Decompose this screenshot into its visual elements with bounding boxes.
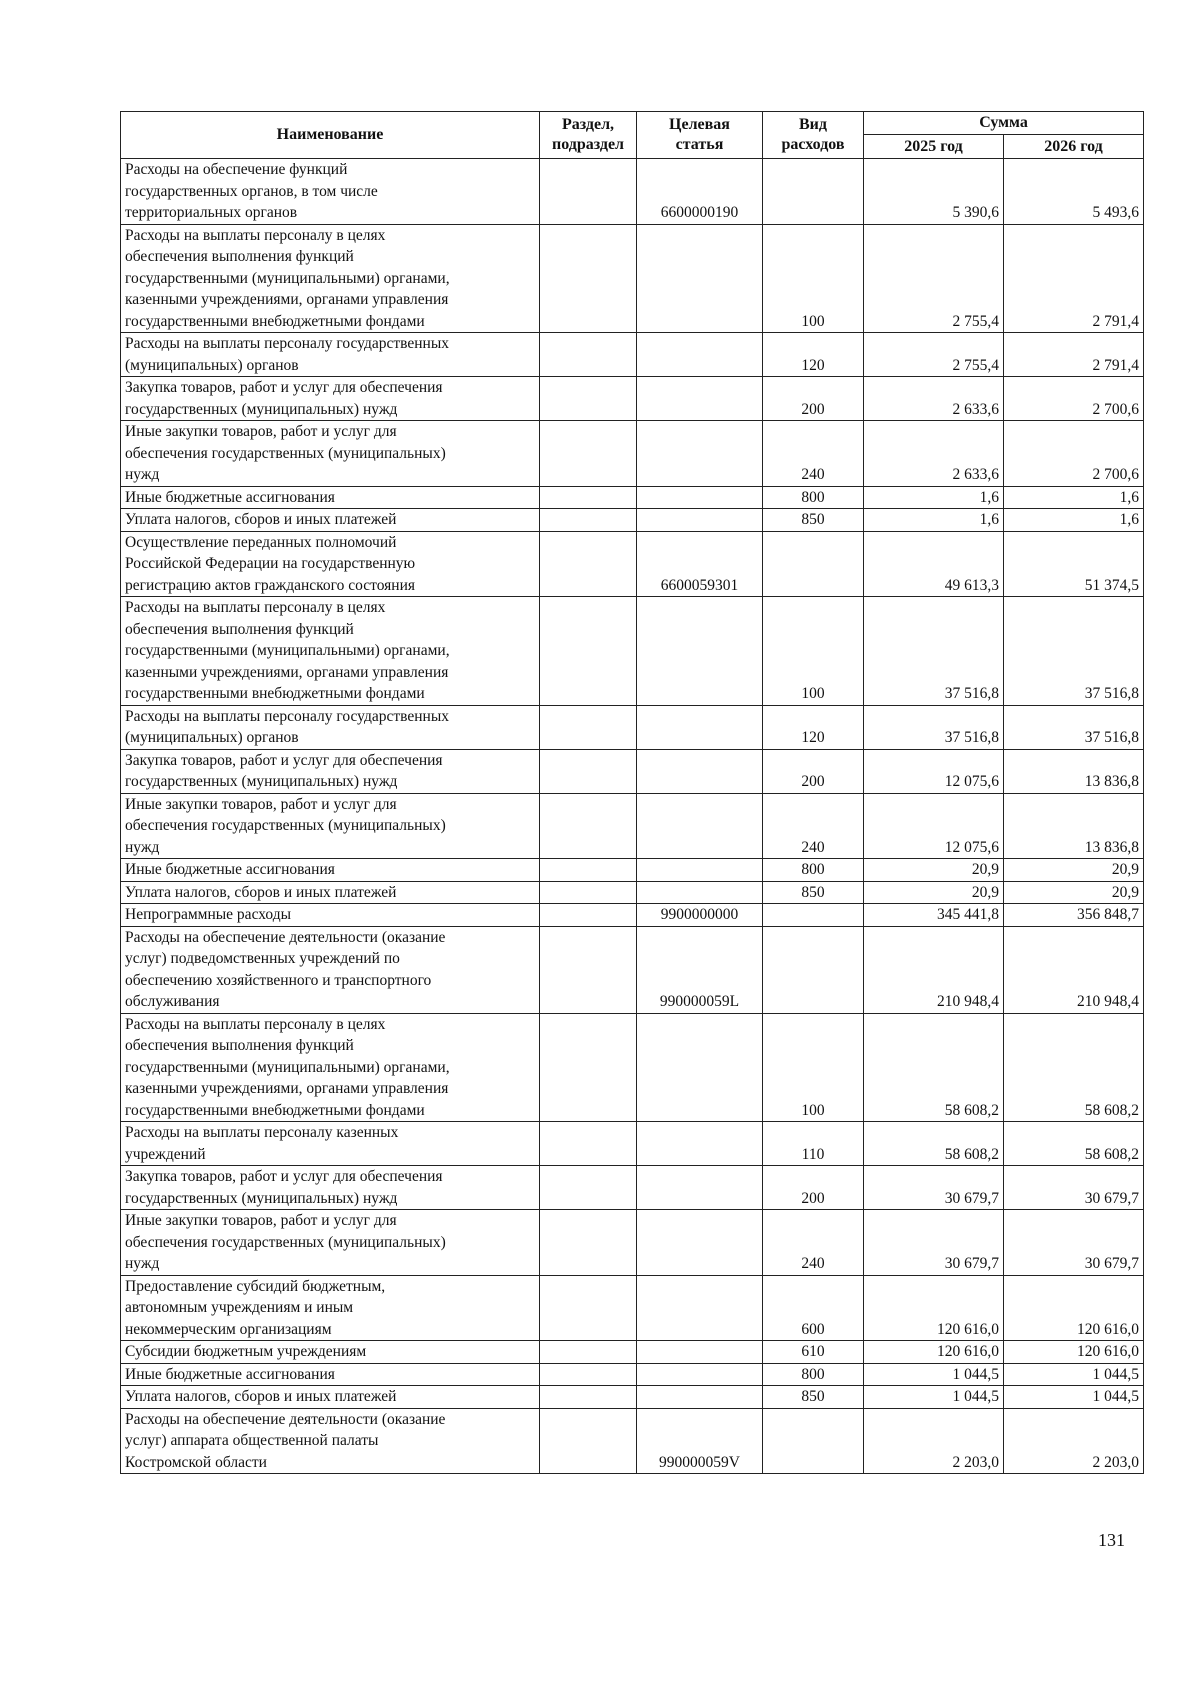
row-amount-2025: 2 755,4 <box>864 333 1004 377</box>
row-name-line: Расходы на выплаты персоналу государственных <box>125 335 449 352</box>
row-kind: 120 <box>763 333 864 377</box>
header-section-line: Раздел, <box>561 116 615 133</box>
row-target <box>637 705 763 749</box>
row-amount-2026: 20,9 <box>1004 859 1144 882</box>
row-name-line: государственными (муниципальными) органами, <box>125 269 450 287</box>
row-name-line: Иные закупки товаров, работ и услуг для <box>125 423 397 440</box>
row-amount-2026: 5 493,6 <box>1004 159 1144 225</box>
row-amount-2026: 1 044,5 <box>1004 1363 1144 1386</box>
row-amount-2026: 2 791,4 <box>1004 333 1144 377</box>
header-year-2025: 2025 год <box>864 135 1004 159</box>
table-row <box>121 1122 1144 1166</box>
row-amount-2025: 30 679,7 <box>864 1166 1004 1210</box>
row-name <box>121 1275 540 1341</box>
row-name-line: государственных органов, в том числе <box>125 182 378 200</box>
header-kind-line: расходов <box>781 136 845 153</box>
table-row <box>121 1013 1144 1122</box>
header-target <box>637 112 763 159</box>
row-name <box>121 377 540 421</box>
row-name <box>121 881 540 904</box>
row-name <box>121 705 540 749</box>
row-name-line: казенными учреждениями, органами управления <box>125 1080 449 1097</box>
row-name-line: Расходы на обеспечение деятельности (оказание <box>125 928 446 946</box>
row-target <box>637 597 763 706</box>
row-amount-2026: 1,6 <box>1004 509 1144 532</box>
row-name <box>121 1166 540 1210</box>
row-kind: 100 <box>763 1013 864 1122</box>
table-row <box>121 509 1144 532</box>
row-name-line: Российской Федерации на государственную <box>125 555 416 572</box>
row-name-line: обеспечению хозяйственного и транспортного <box>125 971 432 989</box>
row-section <box>540 1363 637 1386</box>
row-name-line: Предоставление субсидий бюджетным, <box>125 1277 386 1295</box>
row-target <box>637 1386 763 1409</box>
row-amount-2025: 12 075,6 <box>864 793 1004 859</box>
row-amount-2025: 12 075,6 <box>864 749 1004 793</box>
table-row <box>121 904 1144 927</box>
row-kind: 100 <box>763 597 864 706</box>
row-name-line: учреждений <box>125 1145 206 1163</box>
row-name-line: обеспечения выполнения функций <box>125 248 354 265</box>
row-name-line: Уплата налогов, сборов и иных платежей <box>125 1388 397 1405</box>
row-amount-2026: 2 700,6 <box>1004 377 1144 421</box>
row-amount-2026: 120 616,0 <box>1004 1341 1144 1364</box>
row-name-line: обслуживания <box>125 993 220 1010</box>
table-row <box>121 859 1144 882</box>
row-name-line: услуг) подведомственных учреждений по <box>125 950 400 967</box>
row-name-line: Закупка товаров, работ и услуг для обеспечения <box>125 751 443 769</box>
row-name-line: регистрацию актов гражданского состояния <box>125 576 416 594</box>
header-target-line: статья <box>675 136 724 153</box>
row-target <box>637 377 763 421</box>
row-target <box>637 333 763 377</box>
table-row <box>121 333 1144 377</box>
row-name <box>121 159 540 225</box>
row-kind: 120 <box>763 705 864 749</box>
row-section <box>540 749 637 793</box>
row-name-line: Закупка товаров, работ и услуг для обеспечения <box>125 379 443 396</box>
row-name-line: автономным учреждениям и иным <box>125 1299 354 1316</box>
table-row <box>121 1341 1144 1364</box>
row-kind: 800 <box>763 486 864 509</box>
row-name-line: обеспечения государственных (муниципальных) <box>125 444 446 462</box>
row-name-line: государственных (муниципальных) нужд <box>125 1189 398 1207</box>
row-section <box>540 1013 637 1122</box>
row-kind <box>763 904 864 927</box>
row-section <box>540 859 637 882</box>
row-target <box>637 1210 763 1276</box>
row-name <box>121 333 540 377</box>
header-year-2026: 2026 год <box>1004 135 1144 159</box>
row-amount-2026: 30 679,7 <box>1004 1166 1144 1210</box>
row-amount-2025: 1,6 <box>864 486 1004 509</box>
row-name-line: Осуществление переданных полномочий <box>125 533 397 551</box>
row-kind: 850 <box>763 509 864 532</box>
row-amount-2025: 2 203,0 <box>864 1408 1004 1474</box>
row-name-line: государственными внебюджетными фондами <box>125 1101 425 1119</box>
row-amount-2025: 58 608,2 <box>864 1013 1004 1122</box>
row-target <box>637 486 763 509</box>
row-amount-2026: 13 836,8 <box>1004 793 1144 859</box>
row-section <box>540 1275 637 1341</box>
row-kind <box>763 1408 864 1474</box>
row-target: 9900000000 <box>637 904 763 927</box>
header-kind-line: Вид <box>799 116 827 133</box>
row-name-line: Расходы на обеспечение функций <box>125 161 348 178</box>
row-kind: 240 <box>763 421 864 487</box>
row-target: 990000059V <box>637 1408 763 1474</box>
row-kind: 800 <box>763 1363 864 1386</box>
row-amount-2025: 210 948,4 <box>864 926 1004 1013</box>
row-amount-2025: 345 441,8 <box>864 904 1004 927</box>
row-name <box>121 859 540 882</box>
row-kind: 850 <box>763 1386 864 1409</box>
row-name-line: государственных (муниципальных) нужд <box>125 773 398 790</box>
row-name <box>121 926 540 1013</box>
table-row <box>121 597 1144 706</box>
row-name-line: Иные бюджетные ассигнования <box>125 1365 335 1383</box>
row-name-line: Субсидии бюджетным учреждениям <box>125 1343 367 1360</box>
row-kind: 240 <box>763 1210 864 1276</box>
row-kind <box>763 159 864 225</box>
row-amount-2026: 13 836,8 <box>1004 749 1144 793</box>
row-name-line: казенными учреждениями, органами управления <box>125 291 449 308</box>
table-row <box>121 421 1144 487</box>
row-name-line: Иные бюджетные ассигнования <box>125 861 335 878</box>
table-row <box>121 749 1144 793</box>
row-kind: 200 <box>763 377 864 421</box>
row-section <box>540 1408 637 1474</box>
row-section <box>540 904 637 927</box>
header-section-line: подраздел <box>551 136 625 153</box>
row-target <box>637 1122 763 1166</box>
row-name-line: обеспечения государственных (муниципальных) <box>125 817 446 834</box>
row-kind: 110 <box>763 1122 864 1166</box>
row-name-line: Иные бюджетные ассигнования <box>125 488 335 506</box>
row-name-line: государственными внебюджетными фондами <box>125 312 425 330</box>
row-name-line: Расходы на обеспечение деятельности (оказание <box>125 1410 446 1428</box>
row-name-line: Костромской области <box>125 1453 267 1471</box>
row-name-line: территориальных органов <box>125 204 298 221</box>
row-kind <box>763 926 864 1013</box>
row-section <box>540 793 637 859</box>
row-amount-2025: 20,9 <box>864 859 1004 882</box>
row-name <box>121 597 540 706</box>
table-row <box>121 1408 1144 1474</box>
row-amount-2025: 58 608,2 <box>864 1122 1004 1166</box>
row-kind: 610 <box>763 1341 864 1364</box>
row-name <box>121 224 540 333</box>
row-amount-2026: 2 791,4 <box>1004 224 1144 333</box>
table-row <box>121 1210 1144 1276</box>
row-amount-2025: 120 616,0 <box>864 1341 1004 1364</box>
row-name <box>121 793 540 859</box>
table-row <box>121 1363 1144 1386</box>
row-target <box>637 1275 763 1341</box>
row-name <box>121 486 540 509</box>
row-amount-2025: 30 679,7 <box>864 1210 1004 1276</box>
row-amount-2026: 37 516,8 <box>1004 705 1144 749</box>
row-name <box>121 749 540 793</box>
table-row <box>121 881 1144 904</box>
row-amount-2026: 1 044,5 <box>1004 1386 1144 1409</box>
row-name <box>121 1210 540 1276</box>
row-name-line: Иные закупки товаров, работ и услуг для <box>125 795 397 813</box>
row-amount-2025: 2 633,6 <box>864 421 1004 487</box>
row-amount-2026: 58 608,2 <box>1004 1122 1144 1166</box>
row-section <box>540 421 637 487</box>
table-row <box>121 705 1144 749</box>
row-section <box>540 333 637 377</box>
row-amount-2026: 210 948,4 <box>1004 926 1144 1013</box>
table-row <box>121 377 1144 421</box>
row-amount-2026: 20,9 <box>1004 881 1144 904</box>
row-name-line: обеспечения выполнения функций <box>125 620 354 638</box>
table-row <box>121 793 1144 859</box>
row-name <box>121 1341 540 1364</box>
row-kind: 600 <box>763 1275 864 1341</box>
row-name-line: нужд <box>125 1255 160 1272</box>
row-name-line: Уплата налогов, сборов и иных платежей <box>125 511 397 528</box>
row-name-line: Расходы на выплаты персоналу государственных <box>125 707 449 725</box>
row-kind: 100 <box>763 224 864 333</box>
row-name <box>121 1363 540 1386</box>
row-amount-2026: 37 516,8 <box>1004 597 1144 706</box>
row-target <box>637 1363 763 1386</box>
row-section <box>540 881 637 904</box>
table-row <box>121 224 1144 333</box>
table-row <box>121 1275 1144 1341</box>
row-section <box>540 377 637 421</box>
row-target <box>637 224 763 333</box>
row-name-line: нужд <box>125 838 160 856</box>
row-amount-2025: 1 044,5 <box>864 1363 1004 1386</box>
row-name <box>121 1386 540 1409</box>
row-section <box>540 224 637 333</box>
row-kind: 240 <box>763 793 864 859</box>
row-amount-2026: 1,6 <box>1004 486 1144 509</box>
row-name <box>121 904 540 927</box>
row-section <box>540 531 637 597</box>
row-name-line: услуг) аппарата общественной палаты <box>125 1432 379 1449</box>
row-target <box>637 421 763 487</box>
row-amount-2026: 58 608,2 <box>1004 1013 1144 1122</box>
row-amount-2025: 37 516,8 <box>864 597 1004 706</box>
row-target <box>637 749 763 793</box>
header-kind <box>763 112 864 159</box>
row-amount-2025: 2 755,4 <box>864 224 1004 333</box>
row-target: 990000059L <box>637 926 763 1013</box>
row-kind: 200 <box>763 749 864 793</box>
row-amount-2025: 1,6 <box>864 509 1004 532</box>
header-name: Наименование <box>121 112 540 159</box>
row-section <box>540 159 637 225</box>
row-amount-2026: 120 616,0 <box>1004 1275 1144 1341</box>
row-name-line: Непрограммные расходы <box>125 906 292 923</box>
table-header <box>121 112 1144 159</box>
row-kind <box>763 531 864 597</box>
row-kind: 850 <box>763 881 864 904</box>
row-name-line: государственными (муниципальными) органами, <box>125 642 450 659</box>
row-amount-2026: 30 679,7 <box>1004 1210 1144 1276</box>
row-name-line: Расходы на выплаты персоналу в целях <box>125 599 386 616</box>
row-target <box>637 509 763 532</box>
row-name-line: обеспечения выполнения функций <box>125 1037 354 1054</box>
row-section <box>540 1166 637 1210</box>
budget-table <box>120 111 1144 1474</box>
row-name-line: казенными учреждениями, органами управления <box>125 663 449 681</box>
row-amount-2026: 2 700,6 <box>1004 421 1144 487</box>
table-row <box>121 1166 1144 1210</box>
row-target: 6600059301 <box>637 531 763 597</box>
table-row <box>121 1386 1144 1409</box>
row-section <box>540 597 637 706</box>
row-name-line: Расходы на выплаты персоналу казенных <box>125 1124 399 1141</box>
row-name-line: государственными (муниципальными) органами, <box>125 1058 450 1076</box>
row-name-line: государственными внебюджетными фондами <box>125 685 425 702</box>
row-kind: 200 <box>763 1166 864 1210</box>
table-row <box>121 159 1144 225</box>
table-row <box>121 926 1144 1013</box>
row-name-line: обеспечения государственных (муниципальных) <box>125 1233 446 1251</box>
row-name-line: государственных (муниципальных) нужд <box>125 400 398 418</box>
row-name <box>121 1013 540 1122</box>
row-section <box>540 1386 637 1409</box>
row-target <box>637 793 763 859</box>
row-section <box>540 509 637 532</box>
row-name-line: (муниципальных) органов <box>125 729 299 746</box>
row-name-line: нужд <box>125 466 160 483</box>
row-target <box>637 1341 763 1364</box>
table-row <box>121 486 1144 509</box>
table-body <box>121 159 1144 1474</box>
row-target <box>637 859 763 882</box>
row-name-line: (муниципальных) органов <box>125 356 299 374</box>
row-section <box>540 1122 637 1166</box>
row-name-line: некоммерческим организациям <box>125 1320 332 1338</box>
header-section <box>540 112 637 159</box>
row-name-line: Расходы на выплаты персоналу в целях <box>125 226 386 244</box>
row-name-line: Расходы на выплаты персоналу в целях <box>125 1015 386 1033</box>
row-target: 6600000190 <box>637 159 763 225</box>
row-section <box>540 926 637 1013</box>
row-target <box>637 1013 763 1122</box>
row-amount-2025: 5 390,6 <box>864 159 1004 225</box>
header-sum: Сумма <box>864 112 1144 135</box>
row-amount-2025: 49 613,3 <box>864 531 1004 597</box>
row-section <box>540 1210 637 1276</box>
row-target <box>637 1166 763 1210</box>
row-amount-2025: 1 044,5 <box>864 1386 1004 1409</box>
row-name <box>121 1408 540 1474</box>
page-number: 131 <box>1098 1530 1125 1550</box>
row-target <box>637 881 763 904</box>
row-amount-2026: 51 374,5 <box>1004 531 1144 597</box>
header-target-line: Целевая <box>669 116 730 133</box>
row-section <box>540 705 637 749</box>
row-section <box>540 486 637 509</box>
row-name <box>121 509 540 532</box>
row-section <box>540 1341 637 1364</box>
row-name <box>121 531 540 597</box>
row-amount-2026: 2 203,0 <box>1004 1408 1144 1474</box>
row-name-line: Иные закупки товаров, работ и услуг для <box>125 1212 397 1229</box>
row-amount-2025: 20,9 <box>864 881 1004 904</box>
row-amount-2026: 356 848,7 <box>1004 904 1144 927</box>
row-name-line: Уплата налогов, сборов и иных платежей <box>125 883 397 901</box>
row-amount-2025: 37 516,8 <box>864 705 1004 749</box>
row-name-line: Закупка товаров, работ и услуг для обеспечения <box>125 1168 443 1185</box>
row-name <box>121 1122 540 1166</box>
row-kind: 800 <box>763 859 864 882</box>
row-amount-2025: 2 633,6 <box>864 377 1004 421</box>
row-amount-2025: 120 616,0 <box>864 1275 1004 1341</box>
table-row <box>121 531 1144 597</box>
row-name <box>121 421 540 487</box>
